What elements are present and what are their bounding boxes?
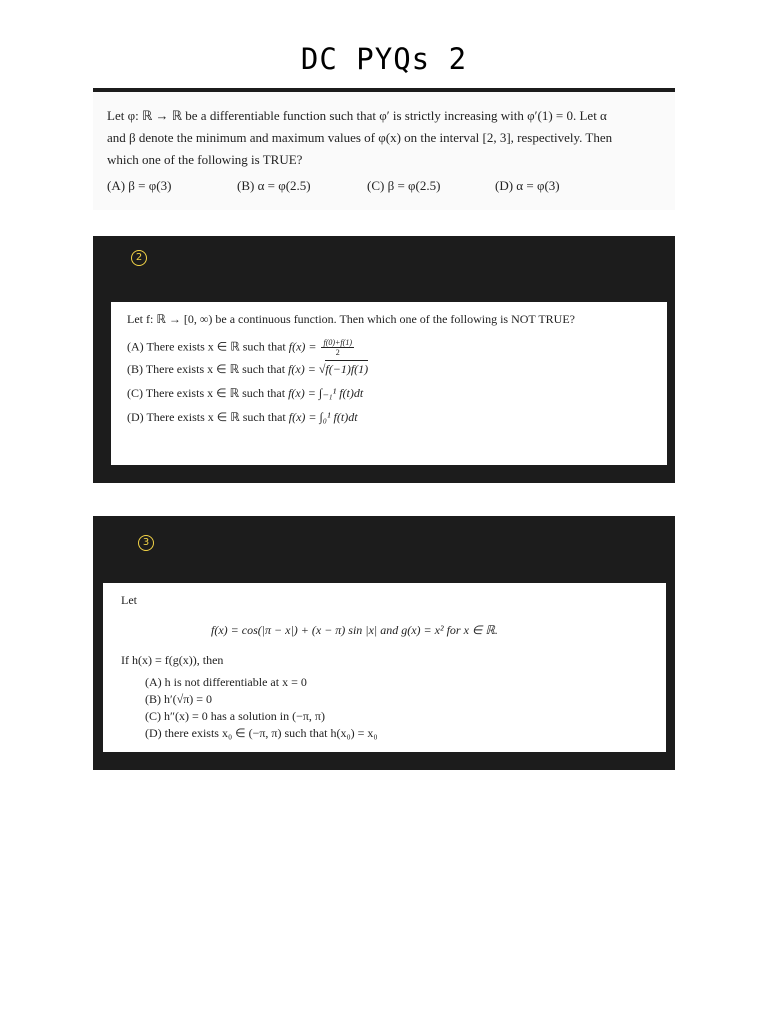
q3-option-d: (D) there exists x₀ ∈ (−π, π) such that h(x₀) = x₀ (145, 726, 378, 740)
q2-option-c: (C) There exists x ∈ ℝ such that f(x) = ∫₋₁¹ f(t)dt (127, 386, 364, 400)
q1-stem-line-2: and β denote the minimum and maximum values of φ(x) on the interval [2, 3], respectively. Then (107, 130, 613, 145)
question-number-marker: 2 (131, 250, 147, 266)
q1-options (107, 178, 667, 196)
page-title: DC PYQs 2 (300, 42, 468, 76)
q3-if-line: If h(x) = f(g(x)), then (121, 653, 224, 667)
q2-option-d: (D) There exists x ∈ ℝ such that f(x) = ∫₀¹ f(t)dt (127, 410, 358, 424)
q1-option-d: (D) α = φ(3) (495, 178, 560, 193)
q3-option-a: (A) h is not differentiable at x = 0 (145, 675, 307, 689)
q1-option-b: (B) α = φ(2.5) (237, 178, 311, 193)
q2-option-a: (A) There exists x ∈ ℝ such that f(x) = $\frac{f(0)+f(1)}{2}$ (127, 338, 352, 357)
q3-option-b: (B) h′(√π) = 0 (145, 692, 213, 706)
question-3-card (103, 583, 666, 752)
q3-definition: f(x) = cos(|π − x|) + (x − π) sin |x| and g(x) = x² for x ∈ ℝ. (211, 623, 498, 637)
q1-stem-line-3: which one of the following is TRUE? (107, 152, 303, 167)
q3-let: Let (121, 593, 137, 607)
question-2-card (111, 302, 667, 465)
question-2-frame (93, 236, 675, 483)
q1-option-a: (A) β = φ(3) (107, 178, 172, 193)
q2-stem: Let f: ℝ → [0, ∞) be a continuous function. Then which one of the following is NOT TRUE? (127, 312, 575, 326)
q1-option-c: (C) β = φ(2.5) (367, 178, 441, 193)
q3-option-c: (C) h″(x) = 0 has a solution in (−π, π) (145, 709, 325, 723)
question-number-marker: 3 (138, 535, 154, 551)
q1-stem-line-1: Let φ: ℝ → ℝ be a differentiable function such that φ′ is strictly increasing with φ′(1) = 0. Let α (107, 108, 607, 123)
question-1-card (93, 92, 675, 210)
q2-option-b: (B) There exists x ∈ ℝ such that f(x) = √f(−1)f(1) (127, 362, 369, 376)
question-3-frame (93, 516, 675, 770)
